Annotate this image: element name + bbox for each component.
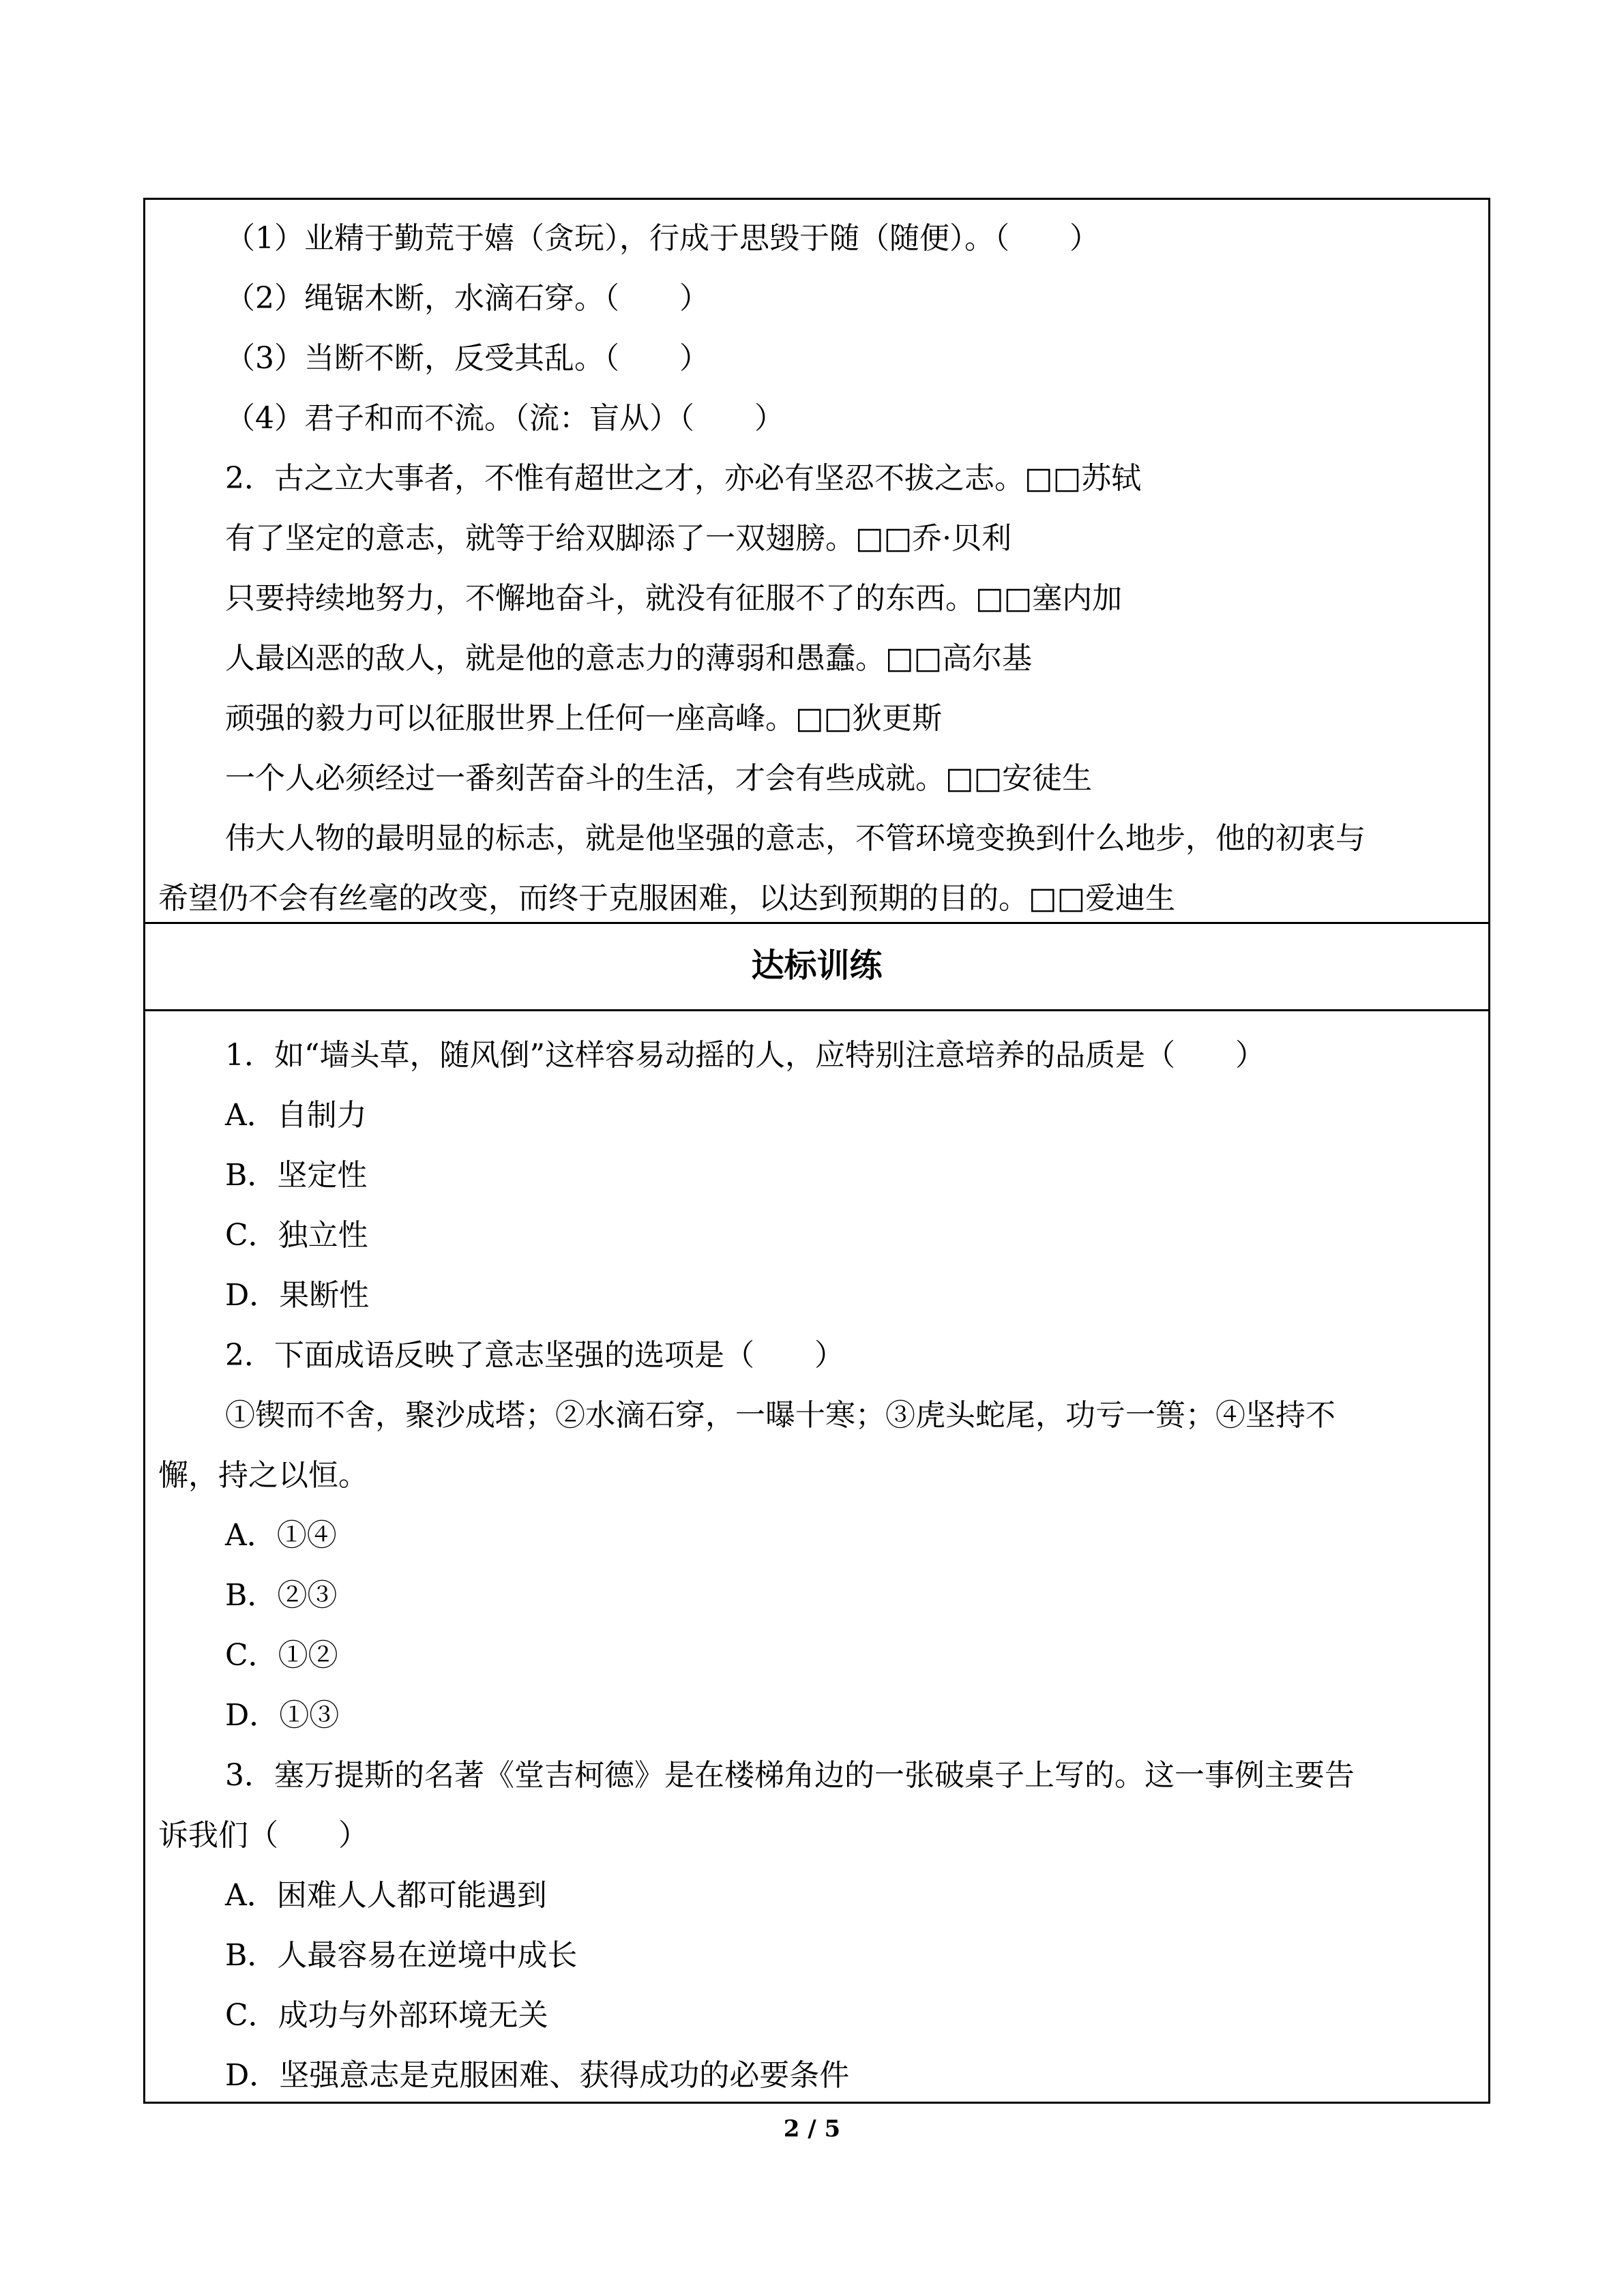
question-line: 1．如“墙头草，随风倒”这样容易动摇的人，应特别注意培养的品质是（ ） xyxy=(225,1038,1265,1073)
question-line: 懈，持之以恒。 xyxy=(158,1458,368,1493)
text-line: 有了坚定的意志，就等于给双脚添了一双翅膀。□□乔·贝利 xyxy=(225,521,1012,556)
question-line: 2．下面成语反映了意志坚强的选项是（ ） xyxy=(225,1338,844,1373)
table-divider-bottom xyxy=(143,1009,1490,1011)
option-line: A．①④ xyxy=(225,1518,337,1553)
option-line: B．坚定性 xyxy=(225,1158,368,1193)
question-line: 诉我们（ ） xyxy=(158,1818,368,1853)
option-line: D．①③ xyxy=(225,1698,340,1733)
option-line: A．困难人人都可能遇到 xyxy=(225,1878,547,1913)
text-line: （1）业精于勤荒于嬉（贪玩），行成于思毁于随（随便）。（ ） xyxy=(225,221,1099,256)
option-line: D．果断性 xyxy=(225,1278,370,1313)
question-line: 3．塞万提斯的名著《堂吉柯德》是在楼梯角边的一张破桌子上写的。这一事例主要告 xyxy=(225,1758,1355,1793)
option-line: B．人最容易在逆境中成长 xyxy=(225,1938,578,1973)
option-line: D．坚强意志是克服困难、获得成功的必要条件 xyxy=(225,2058,850,2093)
text-line: 一个人必须经过一番刻苦奋斗的生活，才会有些成就。□□安徒生 xyxy=(225,761,1093,796)
table-divider-top xyxy=(143,922,1490,924)
section-title: 达标训练 xyxy=(751,946,883,985)
option-line: C．①② xyxy=(225,1638,338,1673)
text-line: 人最凶恶的敌人，就是他的意志力的薄弱和愚蠢。□□高尔基 xyxy=(225,641,1033,676)
option-line: C．成功与外部环境无关 xyxy=(225,1998,548,2033)
text-line: （4）君子和而不流。（流：盲从）（ ） xyxy=(225,401,784,436)
text-line: 2．古之立大事者，不惟有超世之才，亦必有坚忍不拔之志。□□苏轼 xyxy=(225,461,1142,496)
text-line: 只要持续地努力，不懈地奋斗，就没有征服不了的东西。□□塞内加 xyxy=(225,581,1123,616)
page-number: 2 / 5 xyxy=(783,2115,841,2143)
text-line: 希望仍不会有丝毫的改变，而终于克服困难，以达到预期的目的。□□爱迪生 xyxy=(158,881,1176,916)
option-line: C．独立性 xyxy=(225,1218,368,1253)
text-line: （3）当断不断，反受其乱。（ ） xyxy=(225,341,709,376)
option-line: B．②③ xyxy=(225,1578,338,1613)
question-line: ①锲而不舍，聚沙成塔；②水滴石穿，一曝十寒；③虎头蛇尾，功亏一篑；④坚持不 xyxy=(225,1398,1335,1433)
text-line: 伟大人物的最明显的标志，就是他坚强的意志，不管环境变换到什么地步，他的初衷与 xyxy=(225,821,1365,856)
option-line: A．自制力 xyxy=(225,1098,367,1133)
text-line: （2）绳锯木断，水滴石穿。（ ） xyxy=(225,281,709,316)
text-line: 顽强的毅力可以征服世界上任何一座高峰。□□狄更斯 xyxy=(225,701,943,736)
